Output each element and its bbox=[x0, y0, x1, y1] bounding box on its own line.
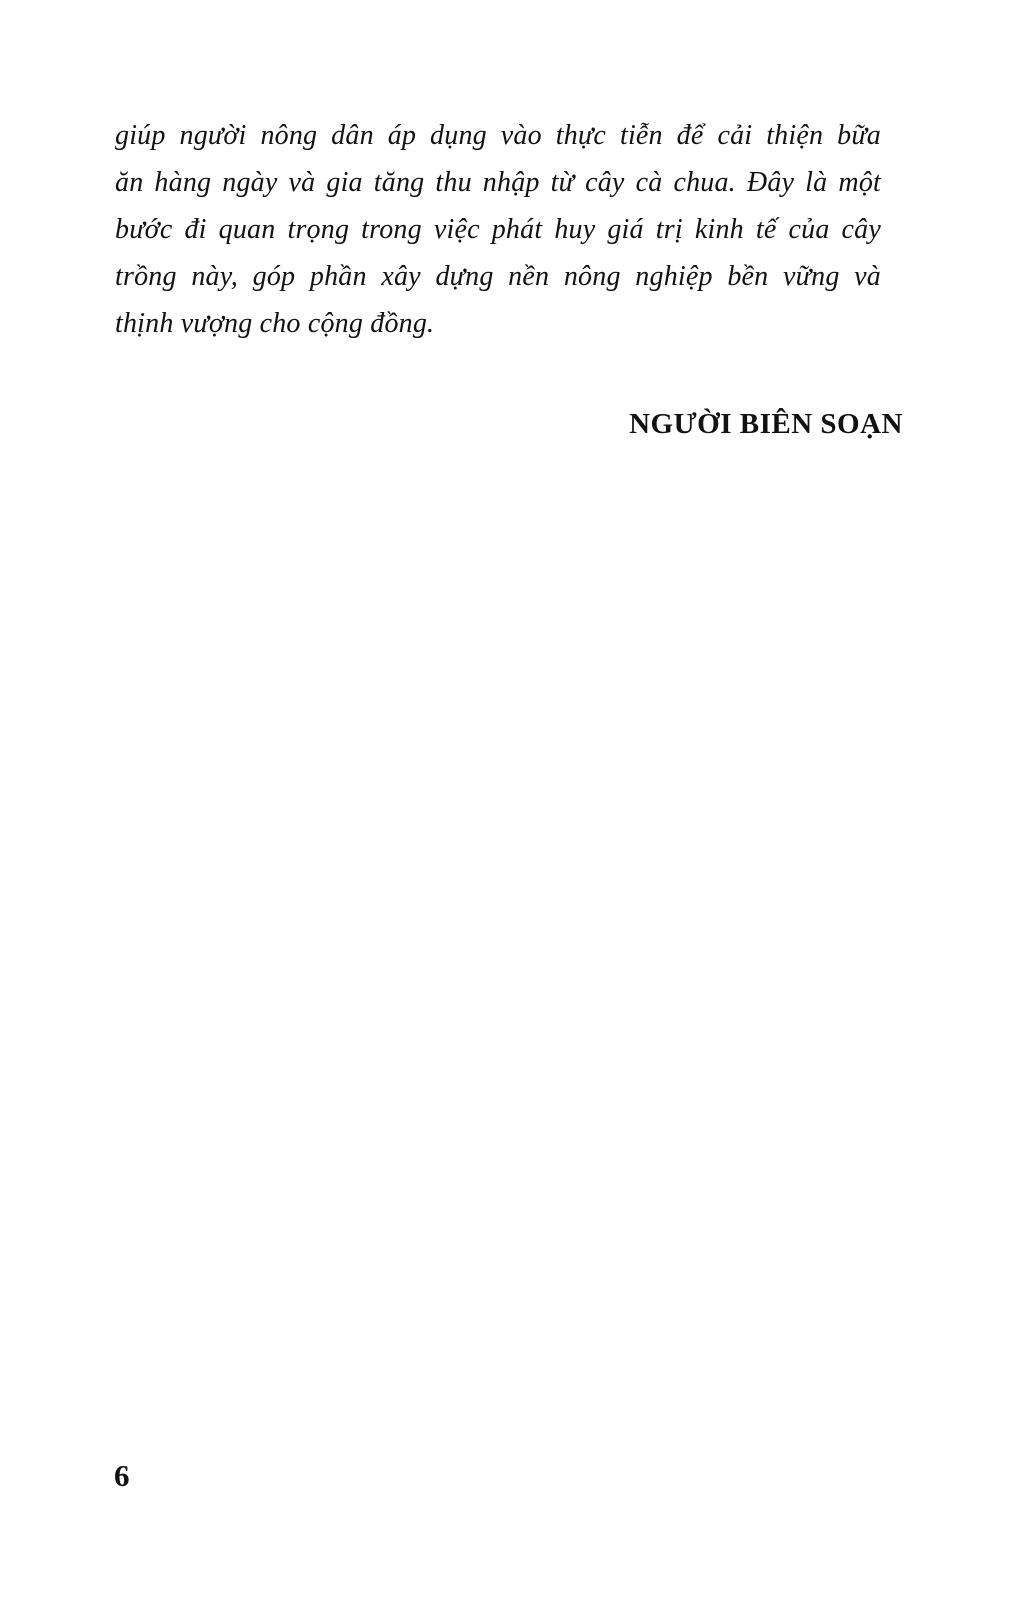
compiler-heading: NGƯỜI BIÊN SOẠN bbox=[629, 408, 903, 440]
paragraph-line: bước đi quan trọng trong việc phát huy giá trị kinh tế của cây bbox=[115, 214, 881, 245]
paragraph-line: ăn hàng ngày và gia tăng thu nhập từ cây cà chua. Đây là một bbox=[115, 167, 881, 198]
page-number: 6 bbox=[114, 1458, 130, 1493]
paragraph bbox=[115, 112, 881, 347]
paragraph-line: trồng này, góp phần xây dựng nền nông nghiệp bền vững và bbox=[115, 261, 881, 292]
paragraph-line: giúp người nông dân áp dụng vào thực tiễn để cải thiện bữa bbox=[115, 120, 881, 151]
paragraph-line: thịnh vượng cho cộng đồng. bbox=[115, 308, 435, 339]
